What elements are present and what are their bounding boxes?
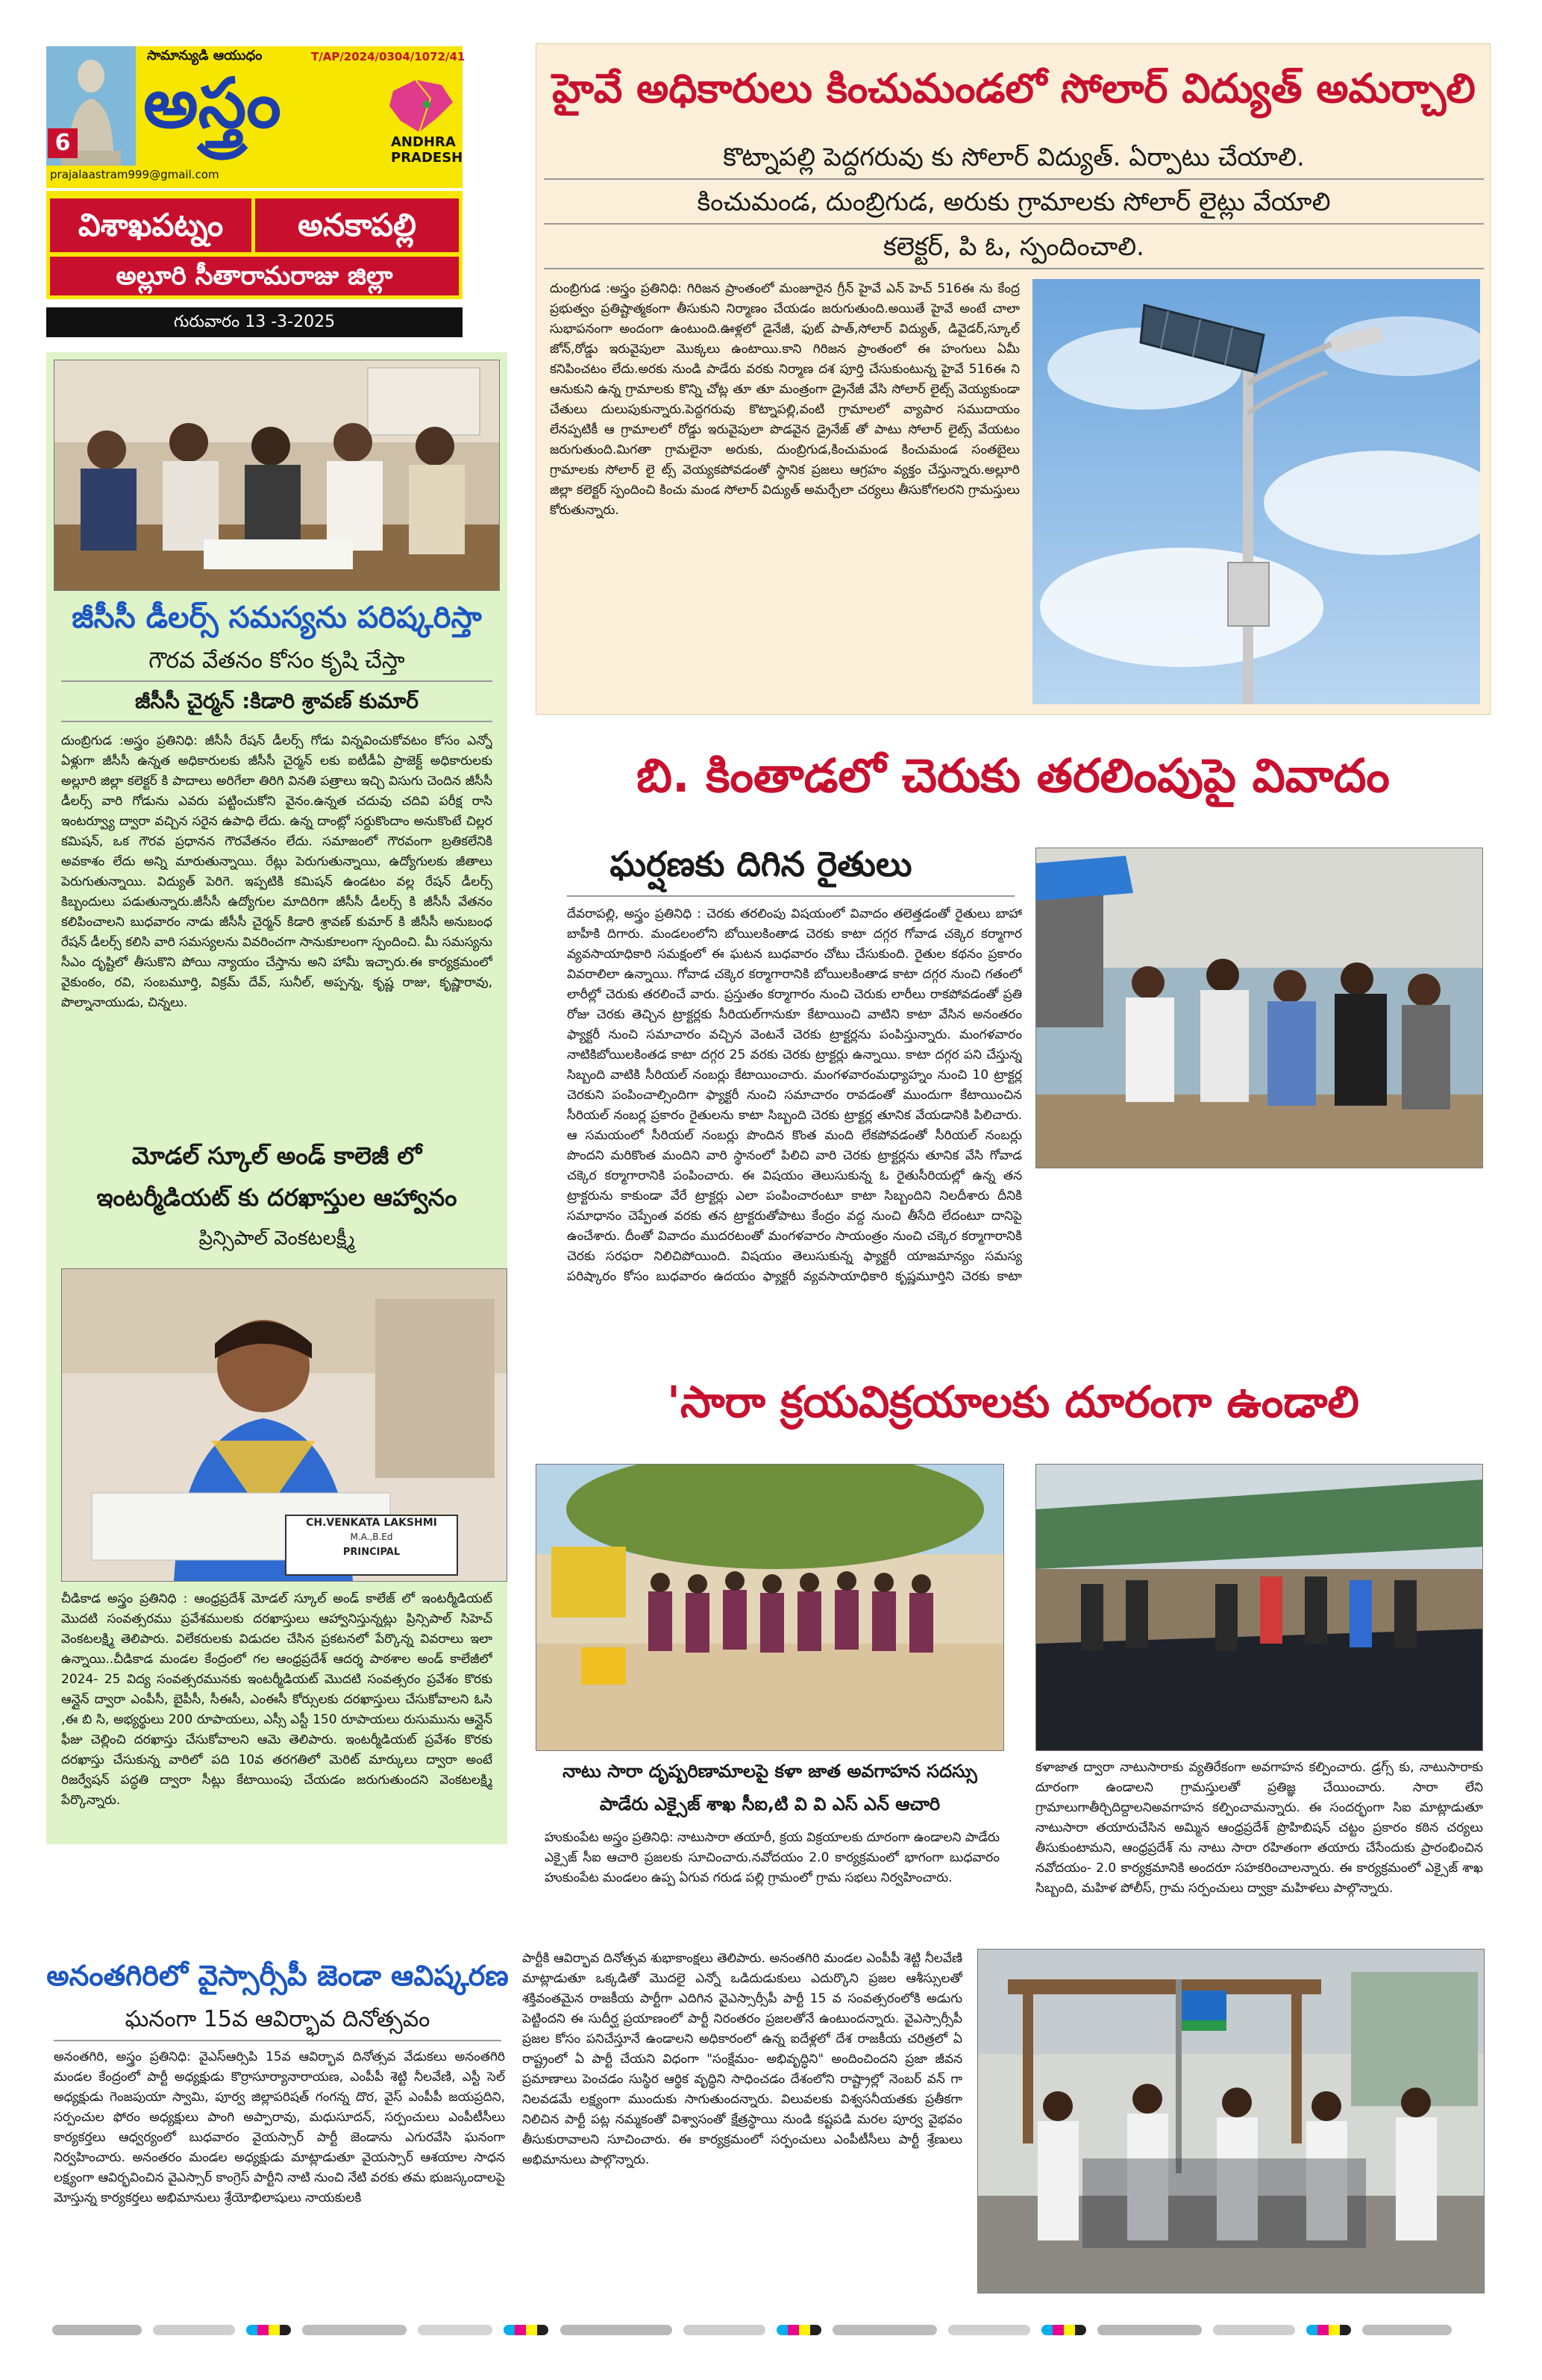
strip-cmyk-4	[1041, 2325, 1086, 2335]
ysrcp-flag-photo	[977, 1949, 1485, 2293]
strip-cmyk-1	[246, 2325, 291, 2335]
masthead-brand: అస్త్రం	[143, 63, 281, 143]
gcc-byline: జీసీసీ చైర్మన్ :కిడారి శ్రావణ్ కుమార్	[135, 689, 419, 713]
color-registration-strip	[52, 2322, 1492, 2337]
masthead-regno: T/AP/2024/0304/1072/41	[311, 50, 466, 63]
gcc-body: దుంబ్రిగుడ :అస్త్రం ప్రతినిధి: జీసీసీ రేషన్ డీలర్స్ గోడు విన్నవించుకోవటం కోసం ఎన్నో ఏళ్లుగా జీసీసీ ఉన్నత అధికారులకు జీసీసీ చైర్మన్ లకు ఐటీడీఏ ప్రాజెక్ట్ అధికారులకు అల్లూరి జిల్లా కలెక్టర్ కి పాదాలు అరిగేలా తిరిగి వినతి పత్రాలు ఇచ్చి విసుగు చెందిన జీసీసీ డీలర్స్ వారి గోడును ఎవరు పట్టించుకోని వైనం.ఉన్నత చదువు చదివి పరీక్ష రాసి ఇంటర్వ్యూ ద్వారా వచ్చిన సరైన ఉపాధి లేదు. ఉన్న దాంట్లో సర్దుకొందాం అనుకొంటే చిల్లర కమిషన్, ఒక గౌరవ ప్రధానన గౌరవేతనం లేదు. సమాజంలో గౌరవంగా బ్రతికలేనికి అవకాశం లేదు అన్ని మారుతున్నాయి. రేట్లు పెరుగుతున్నాయి, ఉద్యోగులకు జీతాలు పెరుగుతున్నాయి. విద్యుత్ పెరిగె. ఇప్పటికి కమిషన్ ఉండటం వల్ల రేషన్ డీలర్స్ కిబ్బందులు పడుతున్నారు.జీసీసీ ఉద్యోగుల మాదిరిగా జీసీసీ డీలర్స్ కి జీసీసీ వేతనం కలిపించాలని బుధవారం నాడు జీసీసీ చైర్మన్ కిడారి శ్రావణ్ కుమార్ కి జీసీసీ అనుబంధ రేషన్ డీలర్స్ కలిసి వారి సమస్యలను వివరించగా సానుకూలంగా స్పందించి. మీ సమస్యను సీఎం దృష్టిలో తీసుకొని పోయి న్యాయం చేస్తాను అని హామీ ఇచ్చారు.ఈ కార్యక్రమంలో వైకుంఠం, రవి, సంబమూర్తి, విక్రమ్ దేవ్, సునీల్, అప్పన్న, కృష్ణ రాజు, కృష్ణారావు, పొల్నానాయుడు, చిన్నలు.	[61, 733, 492, 1010]
school-body: చీడికాడ అస్త్రం ప్రతినిధి : ఆంధ్రప్రదేశ్ మోడల్ స్కూల్ అండ్ కాలేజ్ లో ఇంటర్మీడియట్ మొదటి సంవత్సరము ప్రవేశములకు దరఖాస్తులు ఆహ్వానిస్తున్నట్లు ప్రిన్సిపాల్ సిహెచ్ వెంకటలక్ష్మి తెలిపారు. విలేకరులకు విడుదల చేసిన ప్రకటనలో పేర్కొన్న వివరాలు ఇలా ఉన్నాయి..చీడికాడ మండల కేంద్రంలో గల ఆంధ్రప్రదేశ్ ఆదర్శ పాఠశాల అండ్ కాలేజీలో 2024- 25 విద్య సంవత్సరమునకు ఇంటర్మీడియట్ మొదటి సంవత్సరం ప్రవేశం కొరకు ఆన్లైన్ ద్వారా ఎంపీసీ, బైపీసీ, సీఈసీ, ఎంఈసీ కోర్సులకు దరఖాస్తులు చేసుకోవాలని ఓసి ,ఈ బి సి, అభ్యర్థులు 200 రూపాయలు, ఎస్సీ ఎస్టీ 150 రూపాయలు రుసుమును ఆన్లైన్ ఫీజు చెల్లించి దరఖాస్తు చేసుకోవాలని ఆమె తెలిపారు. ఇంటర్మీడియట్ ప్రవేశం కొరకు దరఖాస్తు చేసుకున్న వారిలో పది 10వ తరగతిలో మెరిట్ మార్కులు ద్వారా అంటే రిజర్వేషన్ పద్ధతి ద్వారా సీట్లు కేటాయింపు చేయడం జరుగుతుందని వెంకటలక్ష్మి పేర్కొన్నారు.	[61, 1591, 492, 1808]
solar-sub3: కలెక్టర్, పి ఓ, స్పందించాలి.	[883, 232, 1144, 262]
solar-rule-3	[544, 268, 1484, 269]
solar-rule-1	[544, 178, 1484, 180]
sugar-headline: బి. కింతాడలో చెరుకు తరలింపుపై వివాదం	[636, 748, 1390, 803]
date-bar: గురువారం 13 -3-2025	[46, 307, 463, 337]
nameplate-name: CH.VENKATA LAKSHMI	[306, 1517, 437, 1529]
solar-sub2: కించుమండ, దుంబ్రిగుడ, అరుకు గ్రామాలకు సోలార్ లైట్లు వేయాలి	[697, 187, 1331, 217]
solar-article	[536, 43, 1491, 715]
ysrcp-rule	[54, 2040, 501, 2041]
strip-cmyk-3	[777, 2325, 821, 2335]
masthead	[46, 46, 466, 188]
gcc-rule-2	[61, 721, 492, 722]
sugar-scuffle-photo	[1035, 848, 1483, 1168]
masthead-state: ANDHRA PRADESH	[391, 134, 463, 166]
sara-caption-1: నాటు సారా దృష్పరిణామాలపై కళా జాత అవగాహన సదస్సు	[562, 1761, 977, 1782]
strip-gray-7	[833, 2325, 937, 2335]
sara-headline: 'సారా క్రయవిక్రయాలకు దూరంగా ఉండాలి	[667, 1377, 1359, 1427]
ysrcp-headline: అనంతగిరిలో వైస్సార్సీపీ జెండా ఆవిష్కరణ	[46, 1959, 509, 1992]
strip-gray-3	[302, 2325, 407, 2335]
school-headline-1: మోడల్ స్కూల్ అండ్ కాలెజీ లో	[131, 1142, 422, 1170]
sugar-rule	[567, 895, 1015, 897]
district-label: అల్లూరి సీతారామరాజు జిల్లా	[50, 257, 459, 295]
ysrcp-body-left: అనంతగిరి, అస్త్రం ప్రతినిధి: వైఎస్ఆర్సిపి 15వ ఆవిర్భావ దినోత్సవ వేడుకలు అనంతగిరి మండల కేంద్రంలో పార్టీ అధ్యక్షుడు కొర్రాసూర్యానారాయణ, ఎంపీపీ శెట్టి నీలవేణి, ఎస్టీ సెల్ అధ్యక్షుడు గెంజపుయా స్వామి, పూర్వ జిల్లాపరిషత్ గంగన్న దొర, వైస్ ఎంపీపీ జయప్రదిని, సర్పంచుల ఫోరం అధ్యక్షులు పాంగి అప్పారావు, మధుసూదన్, సర్పంచులు ఎంపీటీసీలు కార్యకర్తలు ఆధ్వర్యంలో బుధవారం వైయస్సార్ పార్టీ జెండాను ఎగురవేసి ఘనంగా నిర్వహించారు. అనంతరం మండల అధ్యక్షుడు మాట్లాడుతూ వైయస్సార్ ఆశయాల సాధన లక్ష్యంగా ఆవిర్భవించిన వైఎస్సార్ కాంగ్రెస్ పార్టీని నాటి నుంచి నేటి వరకు తమ భుజస్కందాలపై మోస్తున్న కార్యకర్తలు అభిమానులు శ్రేయోభిలాషులు నాయకులకి	[54, 2049, 505, 2205]
page-number: 6	[48, 128, 78, 158]
solar-rule-2	[544, 223, 1484, 225]
sara-gathering-photo	[536, 1464, 1004, 1751]
strip-gray-9	[1097, 2325, 1202, 2335]
sara-pledge-photo	[1035, 1464, 1483, 1751]
strip-gray-6	[683, 2325, 765, 2335]
strip-gray-10	[1213, 2325, 1295, 2335]
strip-gray-8	[948, 2325, 1030, 2335]
ap-map-icon	[386, 76, 457, 136]
masthead-tagline: సామాన్యుడి ఆయుధం	[147, 48, 263, 63]
city-left: విశాఖపట్నం	[50, 198, 251, 252]
sara-caption-2: పాడేరు ఎక్సైజ్ శాఖ సీఐ,టి వి వి ఎస్ ఎన్ ఆచారి	[599, 1794, 941, 1814]
strip-gray-11	[1362, 2325, 1452, 2335]
strip-gray-4	[418, 2325, 492, 2335]
school-headline-2: ఇంటర్మీడియట్ కు దరఖాస్తుల ఆహ్వానం	[96, 1183, 457, 1212]
sara-body-left: హుకుంపేట అస్త్రం ప్రతినిధి: నాటుసారా తయారీ, క్రయ విక్రయాలకు దూరంగా ఉండాలని పాడేరు ఎక్సైజ్ సీఐ ఆచారి ప్రజలకు సూచించారు.నవోదయం 2.0 కార్యక్రమంలో భాగంగా బుధవారం హుకుంపేట మండలం ఉప్ప ఏగువ గరుడ పల్లి గ్రామంలో గ్రామ సభలు నిర్వహించారు.	[545, 1830, 1000, 1885]
solar-sub1: కొట్నాపల్లి పెద్దగరువు కు సోలార్ విద్యుత్. ఏర్పాటు చేయాలి.	[723, 143, 1305, 172]
nameplate-degree: M.A.,B.Ed	[350, 1532, 393, 1542]
sugar-subhead: ఘర్షణకు దిగిన రైతులు	[609, 844, 912, 884]
masthead-email: prajalaastram999@gmail.com	[50, 168, 219, 181]
solar-streetlight-photo	[1032, 279, 1480, 704]
strip-gray-5	[560, 2325, 672, 2335]
principal-photo	[61, 1268, 507, 1582]
strip-gray-1	[52, 2325, 142, 2335]
solar-headline: హైవే అధికారులు కించుమండలో సోలార్ విద్యుత్ అమర్చాలి	[552, 65, 1476, 112]
strip-gray-2	[153, 2325, 235, 2335]
sugar-body-right	[1035, 1179, 1483, 1358]
sugar-body-left: దేవరాపల్లి, అస్త్రం ప్రతినిధి : చెరకు తరలింపు విషయంలో వివాదం తలెత్తడంతో రైతులు బాహా బాహీకి దిగారు. మండలంలోని బోయిలకింతాడ చెరకు కాటా దగ్గర గోవాడ చక్కెర కర్మాగార వ్యవసాయాధికారి సమక్షంలో ఈ ఘటన బుధవారం చోటు చేసుకుంది. రైతుల కథనం ప్రకారం వివరాలిలా ఉన్నాయి. గోవాడ చక్కెర కర్మాగారానికి బోయిలకింతాడ కాటా దగ్గర నుంచి గతంలో లారీల్లో చెరుకు తరలించే వారు. ప్రస్తుతం కర్మాగారం నుంచి చెరుకు లారీలు రాకపోవడంతో ప్రతి రోజు చెరకు తెచ్చిన ట్రాక్టర్లకు సీరియల్‌గానుకూ కేటాయించి వాటిని కాటా వేసిన అనంతరం ఫ్యాక్టరీ నుంచి సమాచారం వచ్చిన వెంటనే చెరకు ట్రాక్టర్లను పంపిస్తున్నారు. మంగళవారం నాటికిబోయిలకింతడ కాటా దగ్గర 25 వరకు చెరకు ట్రాక్టర్లు ఉన్నాయి. కాటా దగ్గర పని చేస్తున్న సిబ్బంది వాటికి సీరియల్ నంబర్లు కేటాయించారు. మంగళవారంమధ్యాహ్నం నుంచి 10 ట్రాక్టర్ల చెరకుని పంపించాల్సిందిగా ఫ్యాక్టరీ నుంచి సమాచారం రావడంతో ముందుగా కేటాయించిన సీరియల్ నంబర్ల ప్రకారం రైతులను కాటా సిబ్బంది చెరకు ట్రాక్టర్ల తూనిక వేయడానికి పిలిచారు. ఆ సమయంలో సీరియల్ నంబర్లు పొందిన కొంత మంది లేకపోవడంతో సీరియల్ నంబర్లు పొందని మరికొంత మందిని వారి స్థానంలో పిలిచి వారి చెరకు ట్రాక్టర్లను తూనిక వేసి గోవాడ చక్కెర కర్మాగారానికి పంపించారు. ఈ విషయం తెలుసుకున్న ఓ రైతుసీరియల్లో ఉన్న తన ట్రాక్టరును కాకుండా వేరే ట్రాక్టర్లు ఎలా పంపించారంటూ కాటా సిబ్బందిని నిలదీశారు దీనికి సమాధానం చెప్పేంత వరకు తన ట్రాక్టరుతోపాటు కేంద్రం వద్ద నుంచి తీసేది లేదంటూ దానిపై ఉంచేశారు. దీంతో వివాదం ముదరటంతో మంగళవారం సాయంత్రం నుంచి చక్కెర కర్మాగారానికి చెరకు సరఫరా నిలిచిపోయింది. విషయం తెలుసుకున్న ఫ్యాక్టరీ యాజమాన్యం సమస్య పరిష్కారం కోసం బుధవారం ఉదయం ఫ్యాక్టరీ వ్యవసాయాధికారి కృష్ణమూర్తిని చెరకు కాటా	[567, 906, 1022, 1284]
solar-body: దుంబ్రిగుడ :అస్త్రం ప్రతినిధి: గిరిజన ప్రాంతంలో మంజూరైన గ్రీన్ హైవే ఎన్ హెచ్ 516ఈ ను కేంద్ర ప్రభుత్వం ప్రతిష్టాత్మకంగా తీసుకుని నిర్మాణం చేయడం జరుగుతుంది.అయితే హైవే అంటే చాలా సుభాపనంగా అందంగా ఉంటుంది.ఊళ్లలో డైనేజీ, ఫుట్ పాత్,సోలార్ విద్యుత్, డివైడర్,స్కూల్ జోన్,రోడ్డు ఇరువైపులా మొక్కలు ఉంటాయి.కాని గిరిజన ప్రాంతంలో ఈ హంగులు ఏమీ కనిపించటం లేదు.అరకు నుండి పాడేరు వరకు నిర్మాణ దశ పూర్తి చేసుకుంటున్న హైవే 516ఈ ని ఆనుకుని ఉన్న గ్రామాలకు కొన్ని చోట్ల తూ తూ మంత్రంగా డ్రైనేజీ వేసి సోలార్ లైట్స్ వెయ్యకుండా చేతులు దులుపుకున్నారు.పెద్దగరువు కొట్నాపల్లి,వంటి గ్రామాలలో వ్యాపార సముదాయం లేనప్పటికీ ఆ గ్రామాలలో రోడ్డు ఇరువైపులా పొడవైన డ్రైనేజ్ తో పాటు సోలార్ లైట్స్ వేయటం జరుగుతుంది.మిగతా గ్రామలైనా అరుకు, దుంబ్రిగుడ,కించుమండ కించుమండ సంతబైలు గ్రామాలకు సోలార్ లై ట్స్ వెయ్యకపోవడంతో స్థానిక ప్రజలు ఆగ్రహం వ్యక్తం చేస్తున్నారు.అల్లూరి జిల్లా కలెక్టర్ స్పందించి కించు మండ సోలార్ విద్యుత్ అమర్చేలా చర్యలు తీసుకోగలరని గ్రామస్తులు కోరుతున్నారు.	[550, 281, 1020, 518]
ysrcp-body-right: పార్టీకి ఆవిర్భావ దినోత్సవ శుభాకాంక్షలు తెలిపారు. అనంతగిరి మండల ఎంపీపీ శెట్టి నీలవేణి మాట్లాడుతూ ఒక్కడితో మొదలై ఎన్నో ఒడిదుడుకులు ఎదుర్కొని ప్రజల ఆశీస్సులతో శక్తివంతమైన రాజకీయ పార్టీగా ఎదిగిన వైఎస్సార్సీపీ పార్టీ 15 వ సంవత్సరంలోకి అడుగు పెట్టిందని ఈ సుదీర్ఘ ప్రయాణంలో పార్టీ నిరంతరం ప్రజలతోనే ఉంటుందన్నారు. వైఎస్సార్సీపీ ప్రజల కోసం పనిచేస్తూనే ఉండాలని అధికారంలో ఉన్న ఐదేళ్లలో దేశ రాజకీయ చరిత్రలో ఏ రాష్ట్రంలో ఏ పార్టీ చేయని విధంగా "సంక్షేమం- అభివృద్ధిని" అందించిందని ప్రజా జీవన ప్రమాణాలు పెంచడం సుస్థిర ఆర్థిక వృద్ధిని సాధించడం దేశంలోని రాష్ట్రాల్లో నెంబర్ వన్ గా నిలవడమే లక్ష్యంగా ముందుకు సాగుతుందన్నారు. విలువలకు విశ్వసనీయతకు ప్రతీకగా నిలిచిన పార్టీ పట్ల నమ్మకంతో విశ్వాసంతో క్షేత్రస్థాయి నుండి కష్టపడి మరల పూర్వ వైభవం తీసుకురావాలని సూచించారు. ఈ కార్యక్రమంలో సర్పంచులు ఎంపీటీసీలు పార్టీ శ్రేణులు అభిమానులు పాల్గొన్నారు.	[522, 1951, 962, 2167]
city-banner	[46, 191, 463, 299]
school-byline: ప్రిన్సిపాల్ వెంకటలక్ష్మీ	[198, 1227, 355, 1250]
gcc-meeting-photo	[54, 360, 500, 591]
ysrcp-subhead: ఘనంగా 15వ ఆవిర్భావ దినోత్సవం	[125, 2006, 430, 2032]
gcc-headline: జీసీసీ డీలర్స్ సమస్యను పరిష్కరిస్తా	[72, 601, 482, 635]
strip-cmyk-2	[504, 2325, 548, 2335]
gcc-rule	[61, 680, 492, 682]
city-right: అనకాపల్లి	[255, 198, 459, 252]
sara-body-right: కళాజాత ద్వారా నాటుసారాకు వ్యతిరేకంగా అవగాహన కల్పించారు. డ్రగ్స్ కు, నాటుసారాకు దూరంగా ఉండాలని గ్రామస్తులతో ప్రతిజ్ఞ చేయించారు. సారా లేని గ్రామాలుగాతీర్చిదిద్దాలనిఅవగాహన కల్పించామన్నారు. ఈ సందర్భంగా సిఐ మాట్లాడుతూ నాటుసారా తయారుచేసిన అమ్మిన ఆంధ్రప్రదేశ్ ప్రొహిబిషన్ చట్టం ప్రకారం కఠిన చర్యలు తీసుకుంటామని, ఆంధ్రప్రదేశ్ ను నాటు సారా రహితంగా తయారు చేసేందుకు ప్రారంభించిన నవోదయం- 2.0 కార్యక్రమానికి అందరూ సహకరించాలన్నారు. ఈ కార్యక్రమంలో ఎక్సైజ్ శాఖ సిబ్బంది, మహిళ పోలీస్, గ్రామ సర్పంచులు ద్వాక్రా మహిళలు పాల్గొన్నారు.	[1035, 1760, 1483, 1896]
nameplate-role: PRINCIPAL	[342, 1547, 401, 1558]
strip-cmyk-5	[1306, 2325, 1351, 2335]
gcc-subhead: గౌరవ వేతనం కోసం కృషి చేస్తా	[148, 648, 405, 674]
